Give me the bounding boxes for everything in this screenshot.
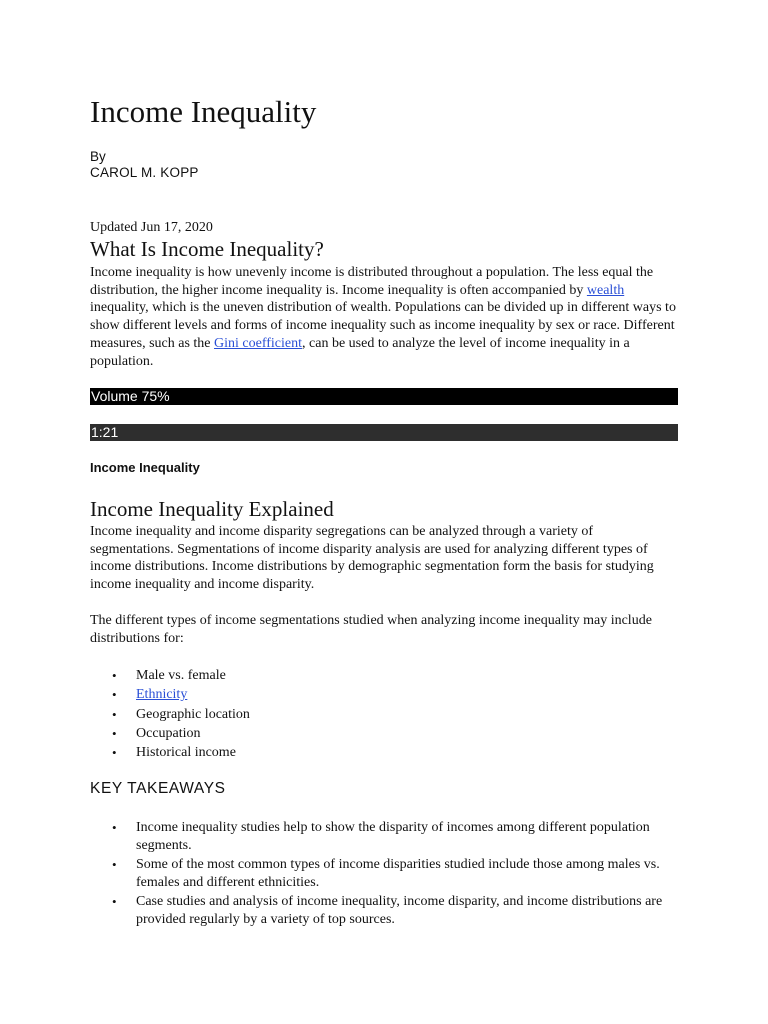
- section-heading-what-is: What Is Income Inequality?: [90, 237, 324, 261]
- intro-paragraph: [90, 264, 680, 370]
- list-item-text: Historical income: [136, 745, 236, 761]
- segmentation-list: [90, 667, 680, 763]
- volume-slider[interactable]: Volume 75%: [90, 388, 678, 405]
- list-item: [90, 856, 680, 891]
- bullet-icon: •: [112, 745, 117, 761]
- bullet-icon: •: [112, 857, 117, 872]
- bullet-icon: •: [112, 725, 117, 741]
- updated-date: Updated Jun 17, 2020: [90, 220, 213, 235]
- ethnicity-link[interactable]: Ethnicity: [136, 687, 188, 703]
- bullet-icon: •: [112, 894, 117, 909]
- wealth-link[interactable]: wealth: [586, 282, 625, 298]
- video-time-bar[interactable]: 1:21: [90, 424, 678, 441]
- takeaway-text: Some of the most common types of income disparities studied include those among males vs. females and different ethnicities.: [136, 857, 660, 890]
- key-takeaways-heading: KEY TAKEAWAYS: [90, 780, 226, 797]
- byline-label: By: [90, 149, 106, 164]
- intro-text-c: , can be used to analyze the level of income inequality in a population.: [90, 335, 630, 369]
- bullet-icon: •: [112, 687, 117, 703]
- intro-text-a: Income inequality is how unevenly income is distributed throughout a population. The less equal the distribution, the higher income inequality is. Income inequality is often accompanied by: [90, 265, 654, 298]
- list-item-text: Geographic location: [136, 706, 250, 722]
- bullet-icon: •: [112, 706, 117, 722]
- explained-paragraph-1: Income inequality and income disparity segregations can be analyzed through a variety of segmentations. Segmentations of income disparity analysis are used for analyzing different types of income distributions. Income distributions by demographic segmentation form the basis for studying income inequality and income disparity.: [90, 524, 654, 593]
- list-item: [90, 686, 680, 704]
- takeaways-list: [90, 819, 680, 930]
- bullet-icon: •: [112, 820, 117, 835]
- intro-text-b: inequality, which is the uneven distribution of wealth. Populations can be divided up in different ways to show different levels and forms of income inequality such as income inequality by sex or race. Different measures, such as the: [90, 300, 676, 351]
- video-caption: Income Inequality: [90, 460, 200, 475]
- list-item: [90, 819, 680, 854]
- gini-coefficient-link[interactable]: Gini coefficient: [214, 335, 303, 351]
- explained-paragraph-2: The different types of income segmentations studied when analyzing income inequality may include distributions for:: [90, 613, 652, 646]
- list-item-text: Occupation: [136, 725, 201, 741]
- author-name[interactable]: CAROL M. KOPP: [90, 165, 199, 180]
- list-item: [90, 893, 680, 928]
- list-item: [90, 744, 680, 762]
- page-title: Income Inequality: [90, 94, 317, 129]
- list-item: [90, 725, 680, 743]
- takeaway-text: Income inequality studies help to show the disparity of incomes among different population segments.: [136, 820, 650, 853]
- list-item: [90, 706, 680, 724]
- takeaway-text: Case studies and analysis of income inequality, income disparity, and income distributions are provided regularly by a variety of top sources.: [136, 894, 663, 927]
- section-heading-explained: Income Inequality Explained: [90, 497, 334, 521]
- list-item: [90, 667, 680, 685]
- bullet-icon: •: [112, 668, 117, 683]
- list-item-text: Male vs. female: [136, 668, 226, 683]
